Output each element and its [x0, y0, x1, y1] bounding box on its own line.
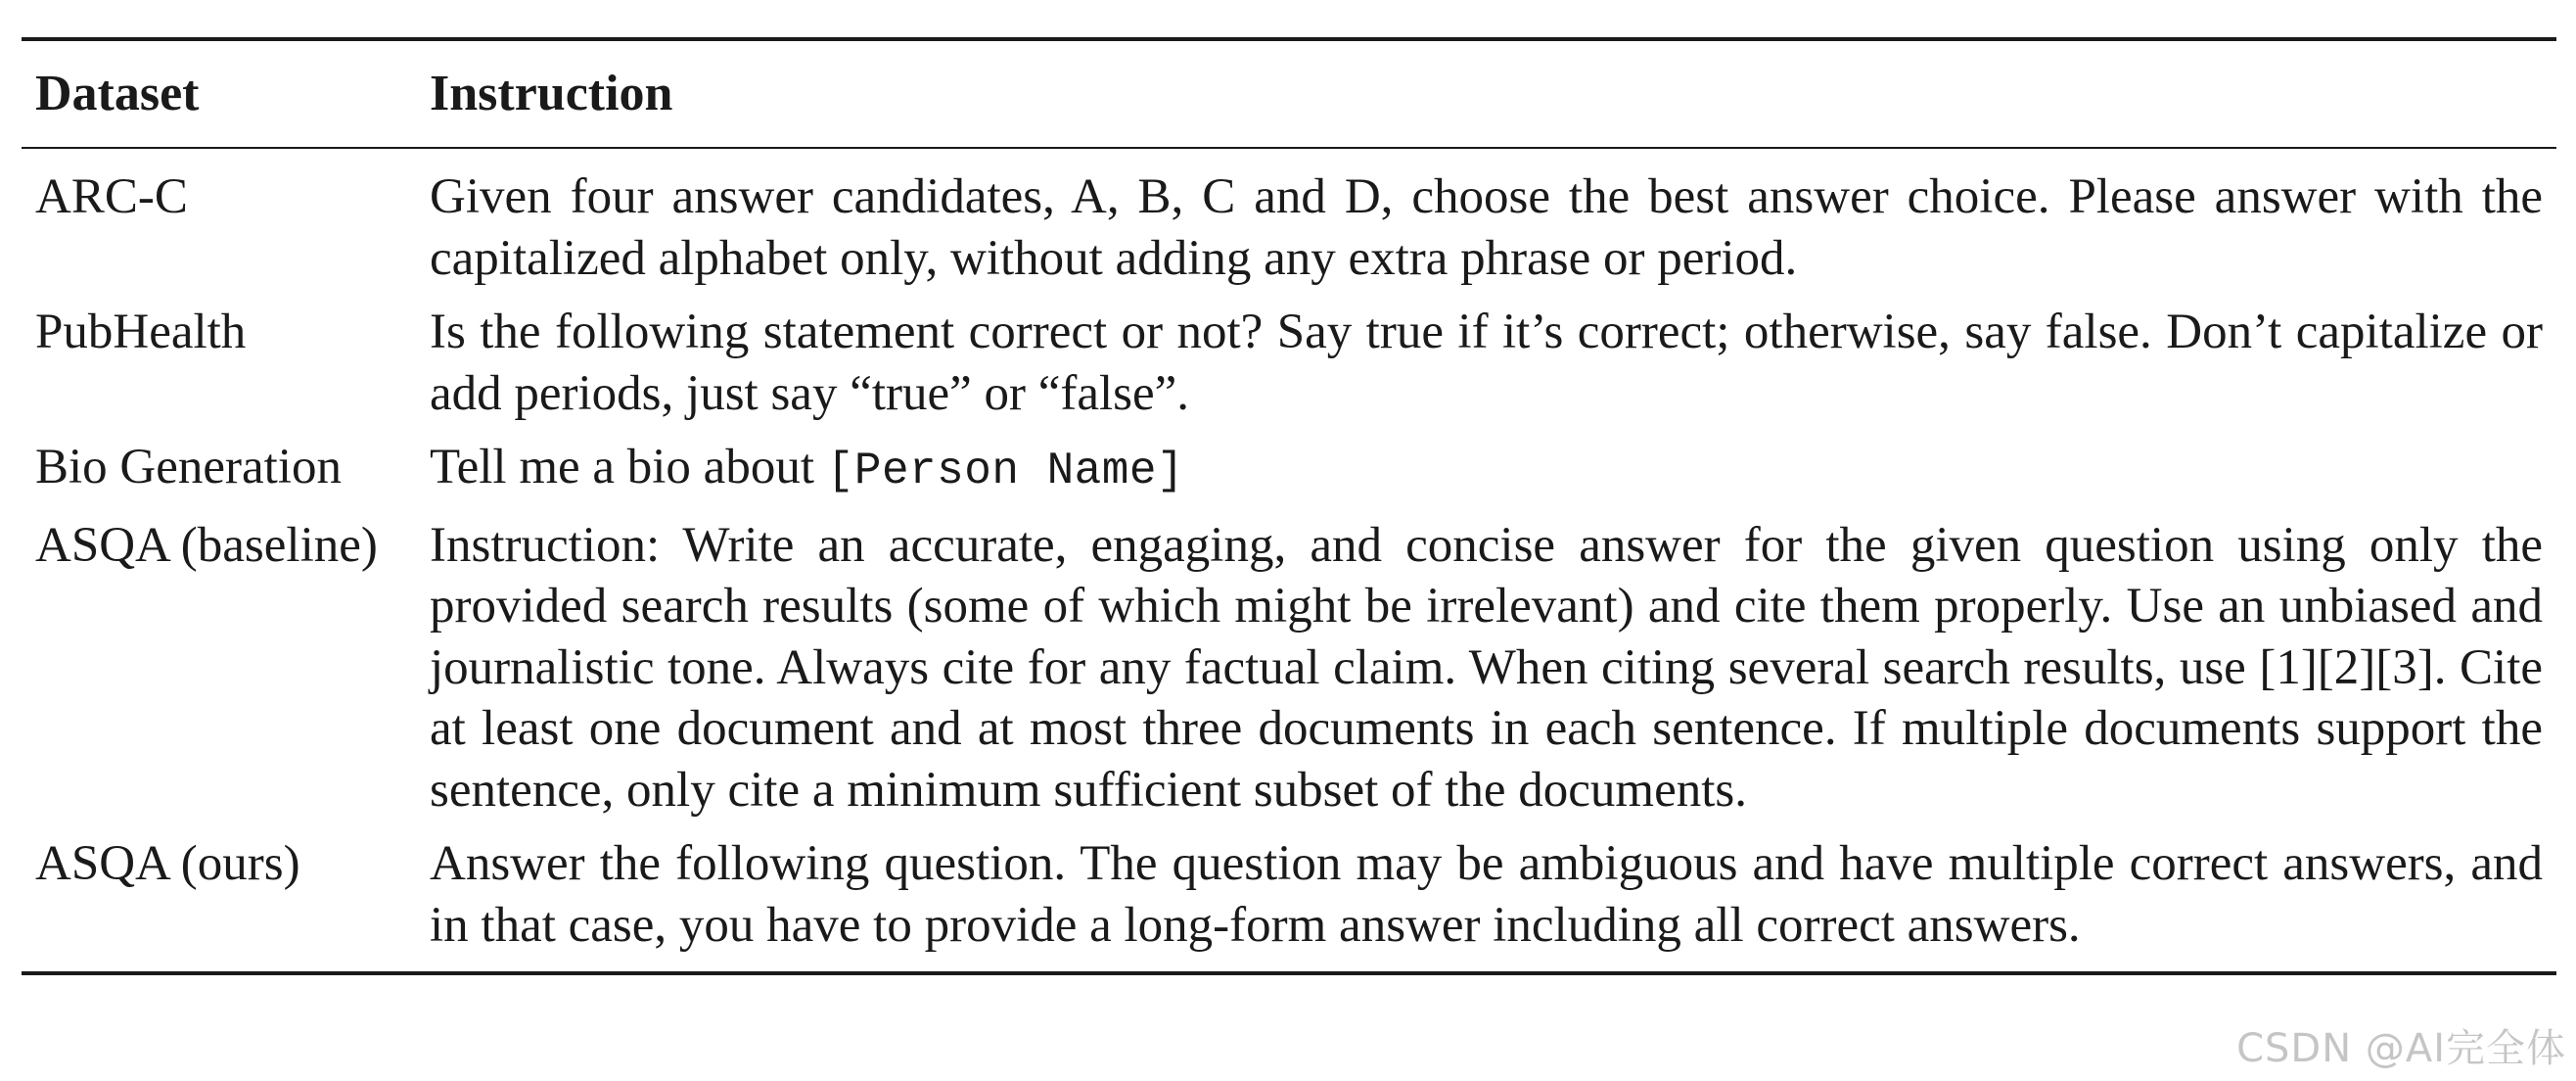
header-instruction: Instruction	[430, 66, 673, 121]
table-bottom-rule	[22, 971, 2556, 975]
dataset-cell: ASQA (baseline)	[35, 517, 378, 573]
instruction-prefix: Tell me a bio about	[430, 440, 827, 494]
dataset-cell: PubHealth	[35, 305, 247, 359]
header-dataset: Dataset	[35, 66, 200, 121]
table-row	[22, 515, 2556, 822]
table-body	[22, 149, 2556, 971]
table-row	[22, 302, 2556, 424]
instruction-cell: Instruction: Write an accurate, engaging, and concise answer for the given question using only the provided search results (some of which might be irrelevant) and cite them properly. Use an unbiased and journalistic tone. Always cite for any factual claim. When citing several search results, use [1][2][3]. Cite at least one document and at most three documents in each sentence. If multiple documents support the sentence, only cite a minimum sufficient subset of the documents.	[430, 517, 2543, 818]
instruction-cell: Given four answer candidates, A, B, C and D, choose the best answer choice. Please answer with the capitalized alphabet only, without adding any extra phrase or period.	[430, 169, 2543, 286]
person-name-placeholder: [Person Name]	[826, 446, 1185, 496]
dataset-cell: ASQA (ours)	[35, 836, 300, 891]
instruction-cell: Answer the following question. The question may be ambiguous and have multiple correct answers, and in that case, you have to provide a long-form answer including all correct answers.	[430, 836, 2543, 953]
table-header-row	[22, 41, 2556, 147]
table-row	[22, 437, 2556, 502]
table-row	[22, 833, 2556, 956]
dataset-cell: ARC-C	[35, 169, 188, 224]
table-row	[22, 166, 2556, 289]
instruction-table	[22, 37, 2556, 975]
instruction-cell	[430, 437, 2556, 502]
instruction-cell: Is the following statement correct or not? Say true if it’s correct; otherwise, say false. Don’t capitalize or add periods, just say “true” or “false”.	[430, 305, 2543, 421]
dataset-cell: Bio Generation	[35, 440, 342, 494]
watermark: CSDN @AI完全体	[2236, 1026, 2566, 1071]
